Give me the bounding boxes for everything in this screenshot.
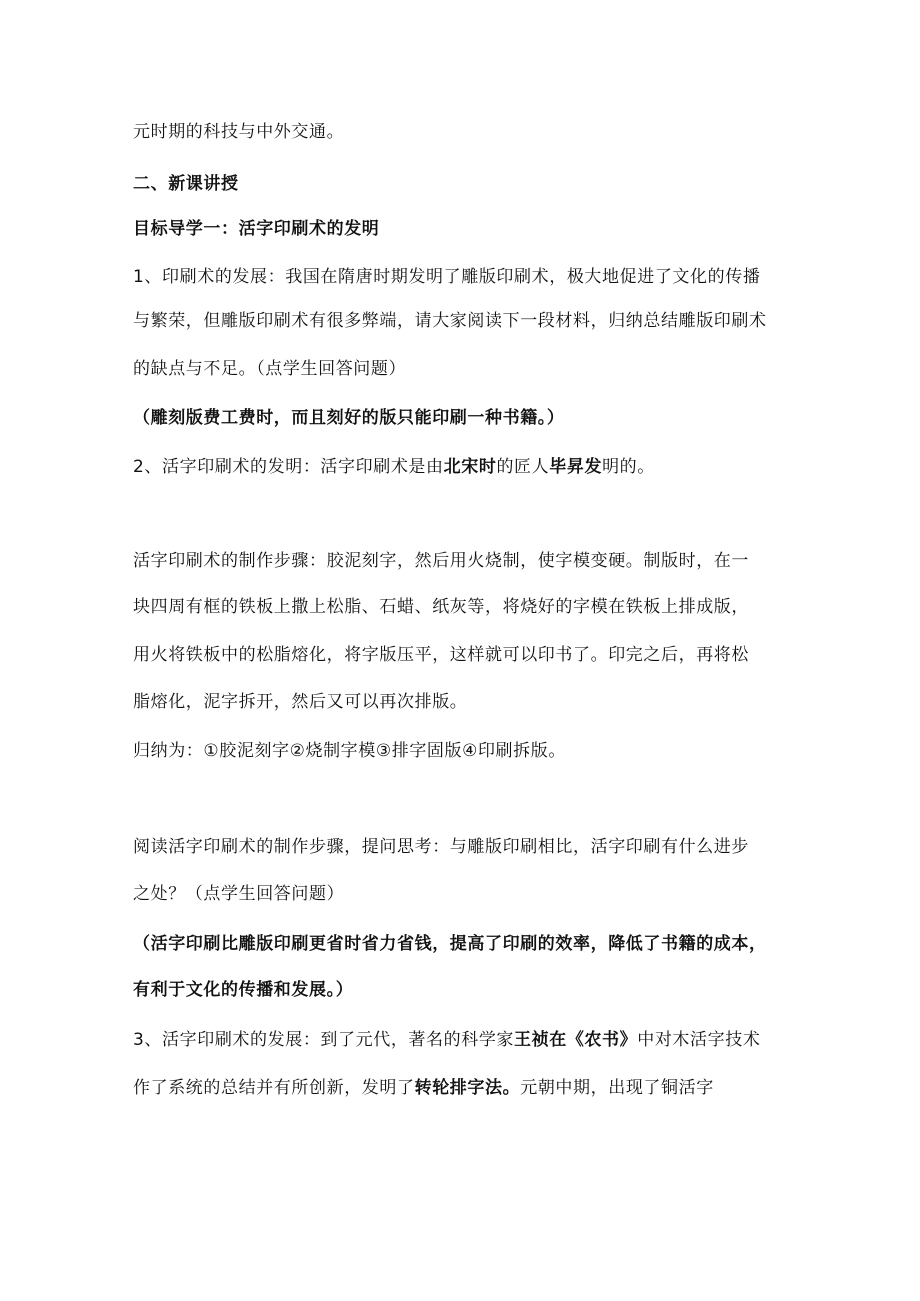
text-segment: 元朝中期，出现了铜活字	[520, 1078, 714, 1098]
text-line: 用火将铁板中的松脂熔化，将字版压平，这样就可以印书了。印完之后，再将松	[133, 645, 749, 665]
emphasis-text: 转轮排字法。	[414, 1078, 521, 1098]
text-line: 阅读活字印刷术的制作步骤，提问思考：与雕版印刷相比，活字印刷有什么进步	[133, 837, 749, 857]
emphasis-text: 王祯在《农书》	[514, 1030, 638, 1050]
answer-line: （雕刻版费工费时，而且刻好的版只能印刷一种书籍。）	[133, 408, 565, 428]
text-line: 块四周有框的铁板上撒上松脂、石蜡、纸灰等，将烧好的字模在铁板上排成版，	[133, 597, 749, 617]
text-line: 之处？（点学生回答问题）	[133, 884, 345, 904]
text-line: 脂熔化，泥字拆开，然后又可以再次排版。	[133, 692, 468, 712]
emphasis-text: 北宋时	[443, 457, 497, 477]
text-line: 元时期的科技与中外交通。	[133, 122, 345, 142]
text-line: 1、印刷术的发展：我国在隋唐时期发明了雕版印刷术，极大地促进了文化的传播	[133, 267, 761, 287]
answer-line: 有利于文化的传播和发展。）	[133, 980, 354, 1000]
text-segment: 中对木活字技术	[637, 1030, 761, 1050]
text-line	[133, 455, 655, 479]
subsection-heading: 目标导学一：活字印刷术的发明	[133, 219, 380, 239]
text-line: 与繁荣，但雕版印刷术有很多弊端，请大家阅读下一段材料，归纳总结雕版印刷术	[133, 311, 767, 331]
text-line	[133, 1028, 760, 1052]
text-segment: 明的。	[602, 457, 655, 477]
text-segment: 2、活字印刷术的发明：活字印刷术是由	[133, 457, 444, 477]
section-heading: 二、新课讲授	[133, 174, 239, 194]
text-line: 归纳为：①胶泥刻字②烧制字模③排字固版④印刷拆版。	[133, 741, 566, 761]
text-line: 的缺点与不足。（点学生回答问题）	[133, 359, 407, 379]
text-line: 活字印刷术的制作步骤：胶泥刻字，然后用火烧制，使字模变硬。制版时，在一	[133, 551, 749, 571]
text-segment: 作了系统的总结并有所创新，发明了	[133, 1078, 415, 1098]
answer-line: （活字印刷比雕版印刷更省时省力省钱，提高了印刷的效率，降低了书籍的成本，	[133, 934, 767, 954]
text-segment: 的匠人	[496, 457, 550, 477]
emphasis-text: 毕昇发	[549, 457, 603, 477]
text-segment: 3、活字印刷术的发展：到了元代，著名的科学家	[133, 1030, 515, 1050]
text-line	[133, 1076, 714, 1100]
